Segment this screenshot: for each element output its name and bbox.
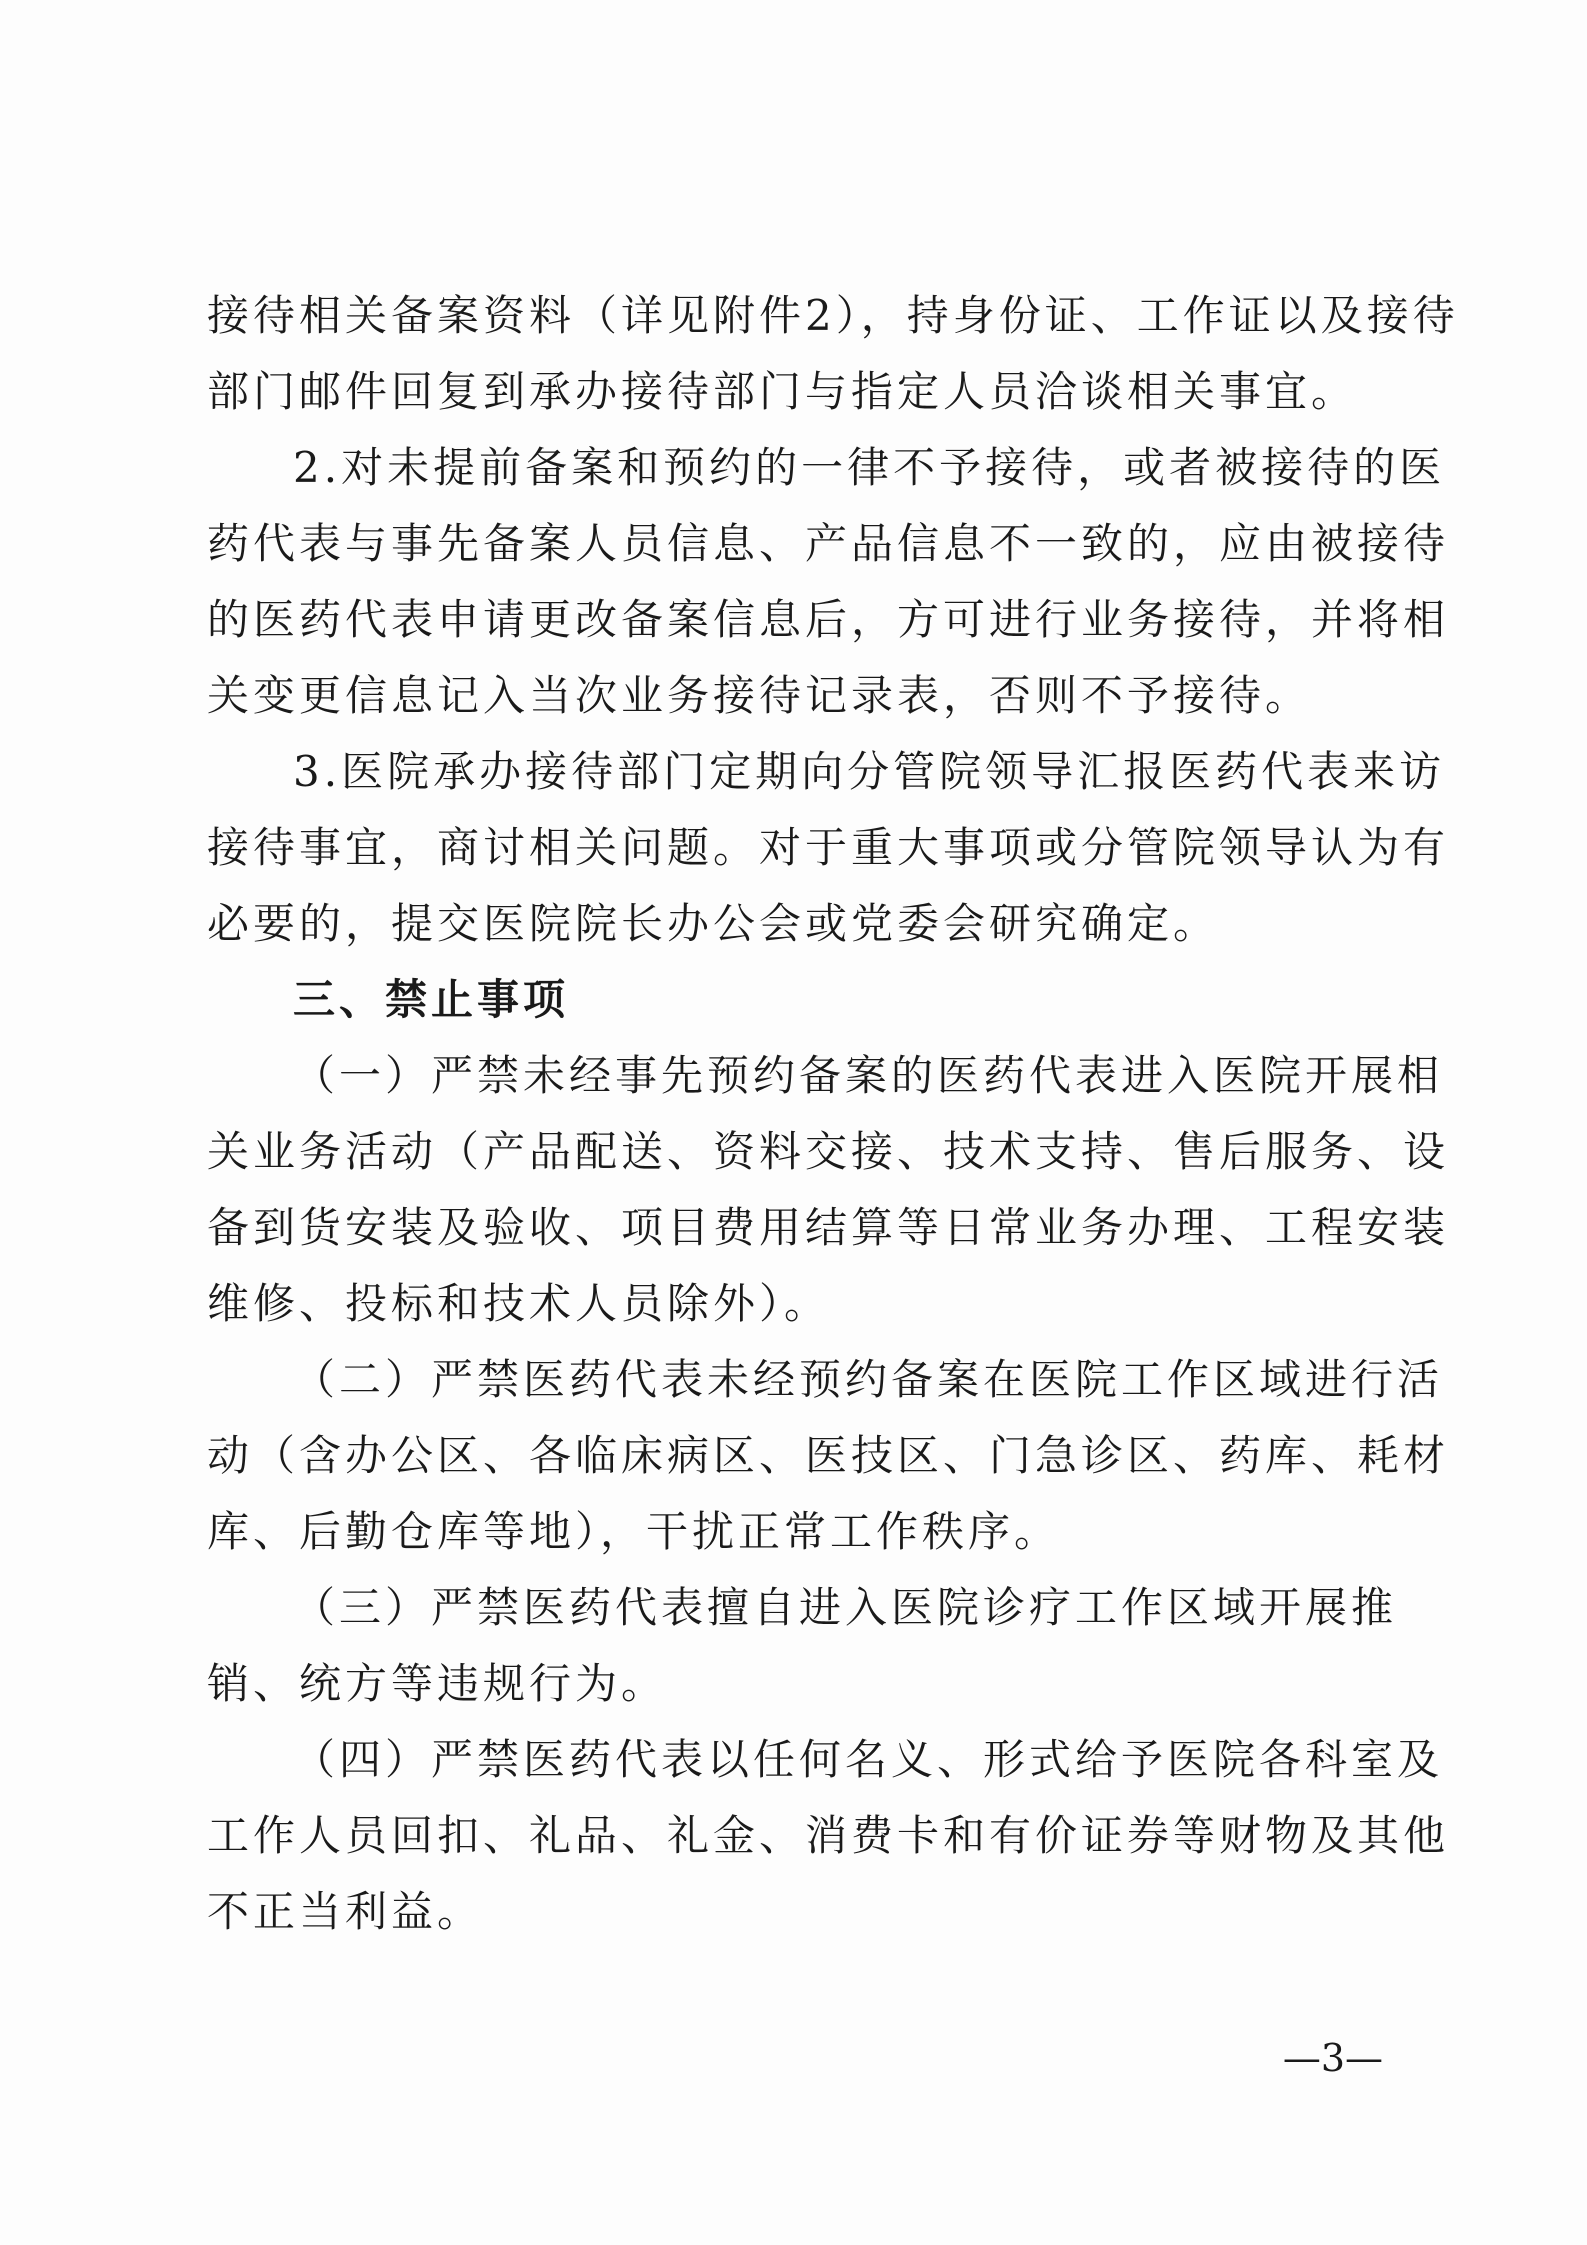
- body-line: （一）严禁未经事先预约备案的医药代表进入医院开展相: [293, 1051, 1444, 1100]
- body-line: 工作人员回扣、礼品、礼金、消费卡和有价证券等财物及其他: [207, 1811, 1450, 1860]
- body-line: （二）严禁医药代表未经预约备案在医院工作区域进行活: [293, 1355, 1444, 1404]
- page-number: —3—: [1282, 2036, 1383, 2080]
- body-line: 接待相关备案资料（详见附件2），持身份证、工作证以及接待: [207, 291, 1459, 340]
- body-line: 不正当利益。: [207, 1887, 484, 1936]
- body-line: 库、后勤仓库等地），干扰正常工作秩序。: [207, 1507, 1061, 1556]
- body-line: 药代表与事先备案人员信息、产品信息不一致的，应由被接待: [207, 519, 1450, 568]
- body-line: （四）严禁医药代表以任何名义、形式给予医院各科室及: [293, 1735, 1444, 1784]
- body-line: 动（含办公区、各临床病区、医技区、门急诊区、药库、耗材: [207, 1431, 1450, 1480]
- body-line: 销、统方等违规行为。: [207, 1659, 668, 1708]
- body-line: 的医药代表申请更改备案信息后，方可进行业务接待，并将相: [207, 595, 1450, 644]
- body-line: 部门邮件回复到承办接待部门与指定人员洽谈相关事宜。: [207, 367, 1358, 416]
- body-line: 接待事宜，商讨相关问题。对于重大事项或分管院领导认为有: [207, 823, 1450, 872]
- body-line: 关业务活动（产品配送、资料交接、技术支持、售后服务、设: [207, 1127, 1450, 1176]
- body-line: 必要的，提交医院院长办公会或党委会研究确定。: [207, 899, 1220, 948]
- body-line: 备到货安装及验收、项目费用结算等日常业务办理、工程安装: [207, 1203, 1450, 1252]
- section-heading: 三、禁止事项: [293, 975, 570, 1024]
- body-line: 2.对未提前备案和预约的一律不予接待，或者被接待的医: [293, 443, 1446, 492]
- body-line: （三）严禁医药代表擅自进入医院诊疗工作区域开展推: [293, 1583, 1398, 1632]
- body-line: 3.医院承办接待部门定期向分管院领导汇报医药代表来访: [293, 747, 1446, 796]
- body-line: 维修、投标和技术人员除外）。: [207, 1279, 831, 1328]
- body-line: 关变更信息记入当次业务接待记录表，否则不予接待。: [207, 671, 1312, 720]
